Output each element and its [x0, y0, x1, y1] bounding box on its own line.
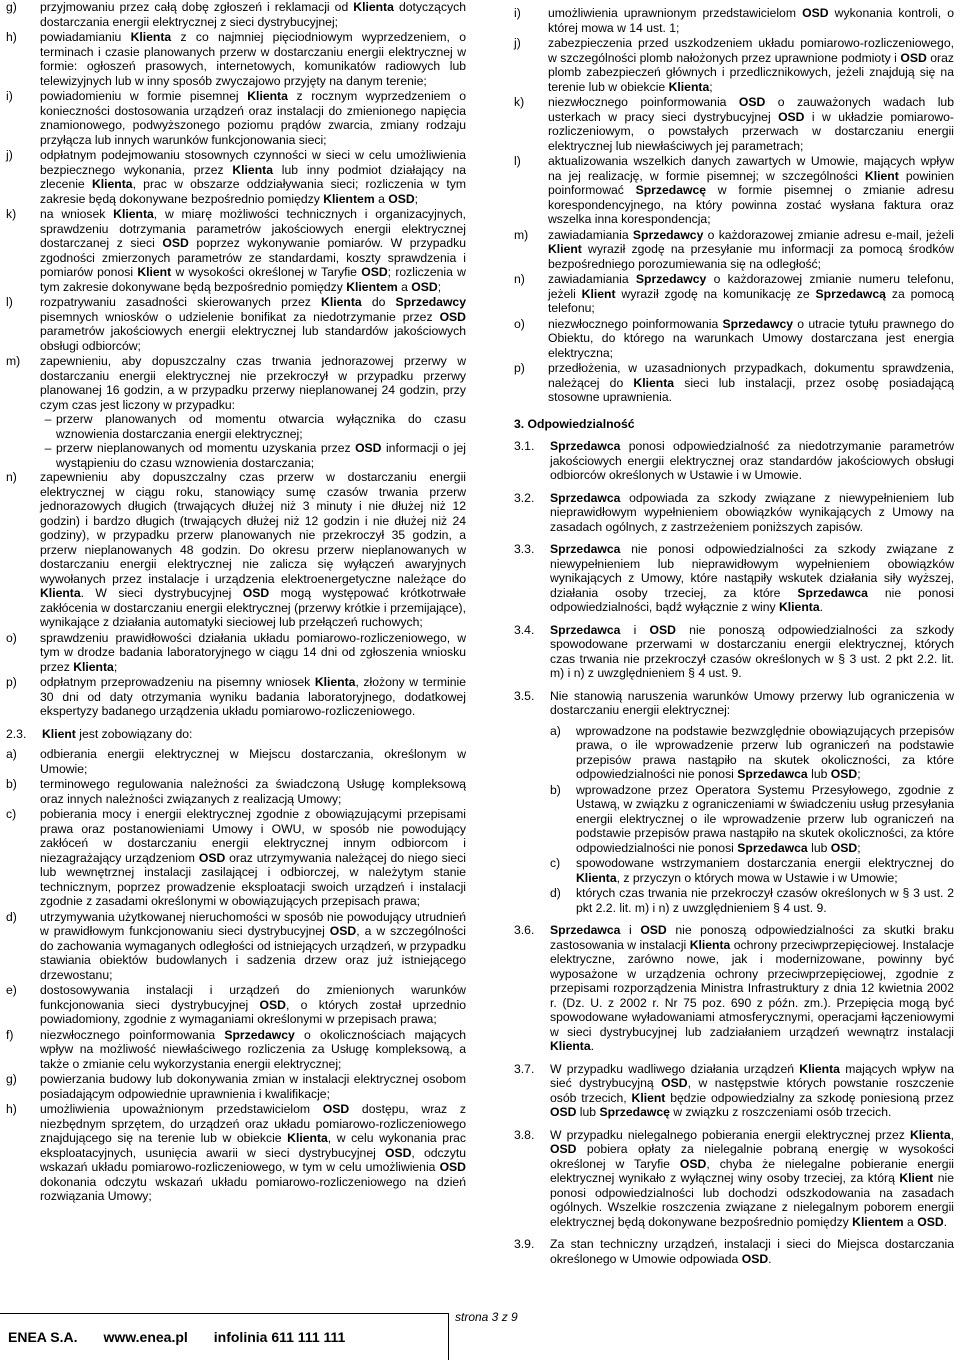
list-item-text: umożliwienia upoważnionym przedstawicielom OSD dostępu, wraz z niezbędnym sprzętem, do urządzeń oraz układu pomiarowo-rozliczeniowego znajdującego się na terenie lub w obiekcie Klienta, w celu wykonania prac eksploatacyjnych, usunięcia awarii w sieci dystrybucyjnej OSD, odczytu wskazań układu pomiarowo-rozliczeniowego, w tym w celu umożliwienia OSD dokonania odczytu wskazań układu pomiarowo-rozliczeniowego na dzień rozwiązania Umowy; — [40, 1102, 467, 1203]
liability-sections-cont — [514, 923, 954, 1266]
list-item-text: przyjmowaniu przez całą dobę zgłoszeń i reklamacji od Klienta dotyczących dostarczania energii elektrycznej z sieci dystrybucyjnej; — [40, 0, 466, 29]
list-item-label: p) — [6, 675, 17, 689]
list-item-text: aktualizowania wszelkich danych zawartych w Umowie, mających wpływ na jej realizację, w formie pisemnej; w szczególności Klient powinien poinformować Sprzedawcę w formie pisemnej o zmianie adresu korespondencyjnego, na który powinna zostać wysłana faktura oraz wszelka inna korespondencja; — [548, 154, 954, 226]
section-paragraph-text: Sprzedawca odpowiada za szkody związane z niewypełnieniem lub nieprawidłowym wypełnieniem obowiązków wynikających z Umowy na zasadach ogólnych, z zastrzeżeniem poniższych zapisów. — [550, 490, 954, 534]
dash-item — [6, 412, 466, 441]
list-item — [514, 6, 954, 35]
list-item-label: p) — [514, 361, 525, 375]
client-obligations-list-cont — [514, 6, 954, 405]
list-item-label: k) — [514, 95, 525, 109]
list-item — [6, 1072, 466, 1101]
list-item-text: niezwłocznego poinformowania OSD o zauważonych wadach lub usterkach w pracy sieci dystrybucyjnej OSD i w układzie pomiarowo-rozliczeniowym, o powstałych przerwach w dostarczaniu energii elektrycznej lub niewłaściwych jej parametrach; — [548, 95, 954, 153]
right-column — [514, 0, 954, 1266]
list-item — [6, 1102, 466, 1204]
page-number: strona 3 z 9 — [455, 1310, 518, 1324]
sub-item — [550, 856, 954, 885]
section-paragraph — [514, 923, 954, 1054]
list-item — [6, 470, 466, 630]
section-paragraph-label: 3.8. — [514, 1127, 535, 1142]
list-item — [6, 30, 466, 88]
list-item — [6, 207, 466, 294]
list-item-label: l) — [514, 154, 521, 168]
list-item-label: o) — [514, 316, 525, 331]
list-item-label: d) — [6, 909, 17, 924]
section-paragraph-label: 3.7. — [514, 1061, 535, 1076]
list-item — [514, 317, 954, 361]
list-item — [6, 354, 466, 412]
sub-item — [550, 886, 954, 915]
sub-item — [550, 724, 954, 782]
list-item — [6, 148, 466, 206]
list-item-label: o) — [6, 630, 17, 645]
list-item-label: j) — [514, 36, 521, 50]
dash-bullet: – — [44, 412, 52, 426]
sub-item-text: wprowadzone przez Operatora Systemu Przesyłowego, zgodnie z Ustawą, w związku z ograniczeniami w świadczeniu usług przesyłania energii elektrycznej o ile wprowadzenie przerw lub ograniczeń na podstawie przepisów prawa nastąpiło na skutek okoliczności, za które odpowiedzialności nie ponosi Sprzedawca lub OSD; — [576, 782, 954, 855]
section-text: Klient jest zobowiązany do: — [42, 726, 193, 741]
section-paragraph-text: Sprzedawca i OSD nie ponoszą odpowiedzialności za szkody spowodowane przerwami w dostarczaniu energii elektrycznej, których czas trwania nie przekroczył czasów określonych w § 3 ust. 2 pkt 2.2. lit. m) i n) z uwzględnieniem § 4 ust. 9. — [550, 622, 954, 680]
list-item-text: odpłatnym przeprowadzeniu na pisemny wniosek Klienta, złożony w terminie 30 dni od daty otrzymania wyniku badania laboratoryjnego, dodatkowej ekspertyzy badanego urządzenia układu pomiarowo-rozliczeniowego. — [40, 675, 467, 718]
list-item-label: k) — [6, 207, 17, 221]
hotline: infolinia 611 111 111 — [213, 1329, 346, 1345]
list-item-text: powiadomieniu w formie pisemnej Klienta z rocznym wyprzedzeniem o konieczności dostosowania urządzeń oraz instalacji do zmienionego napięcia znamionowego, podwyższonego poziomu prądów zwarcia, zmiany rodzaju przyłącza lub innych warunków funkcjonowania sieci; — [40, 89, 466, 147]
list-item — [6, 675, 466, 719]
list-item-label: g) — [6, 1072, 17, 1086]
section-paragraph-label: 3.9. — [514, 1237, 535, 1251]
sub-item-label: c) — [550, 856, 561, 870]
list-item — [6, 1028, 466, 1072]
section-paragraph-label: 3.6. — [514, 923, 535, 937]
list-item-text: pobierania mocy i energii elektrycznej zgodnie z obowiązującymi przepisami prawa oraz postanowieniami Umowy i OWU, w sposób nie powodujący zakłóceń w dostarczaniu energii elektrycznej innym odbiorcom i niezagrażający urządzeniom OSD oraz utrzymywania należącej do niego sieci lub wewnętrznej instalacji zasilającej i odbiorczej, w należytym stanie technicznym, poprzez prowadzenie eksploatacji swoich urządzeń i instalacji zgodnie z zasadami określonymi w obowiązujących przepisach prawa; — [40, 807, 467, 908]
list-item — [514, 228, 954, 272]
section-paragraph-label: 3.3. — [514, 542, 535, 556]
list-item-text: zabezpieczenia przed uszkodzeniem układu pomiarowo-rozliczeniowego, w szczególności plomb nałożonych przez uprawnione podmioty i OSD oraz plomb zabezpieczeń głównych i przedlicznikowych, jeżeli znajdują się na terenie lub w obiekcie Klienta; — [548, 36, 954, 94]
sub-item-text: spowodowane wstrzymaniem dostarczania energii elektrycznej do Klienta, z przyczyn o których mowa w Ustawie i w Umowie; — [576, 856, 954, 885]
liability-sections — [514, 439, 954, 718]
obligations-list-osd-cont — [6, 470, 466, 719]
list-item — [6, 747, 466, 776]
list-item-text: zapewnieniu aby dopuszczalny czas przerw w dostarczaniu energii elektrycznej w ciągu roku, stanowiący sumę czasów trwania przerw jednorazowych długich (trwających dłużej niż 3 minuty i nie dłużej niż 12 godzin) i bardzo długich (trwających dłużej niż 12 godzin i nie dłużej niż 24 godziny), w przypadku przerw planowanych nie przekroczył 35 godzin, a przerw nieplanowanych 48 godzin. Do okresu przerw nieplanowanych w dostarczaniu energii elektrycznej nie zalicza się wyłączeń awaryjnych wywołanych przez instalacje i urządzenia elektroenergetyczne należące do Klienta. W sieci dystrybucyjnej OSD mogą występować krótkotrwałe zakłócenia w dostarczaniu energii elektrycznej (przerwy krótkie i przemijające), wynikające z działania automatyki sieciowej lub przełączeń ruchowych; — [40, 470, 466, 629]
list-item-text: zawiadamiania Sprzedawcy o każdorazowej zmianie numeru telefonu, jeżeli Klient wyraził zgodę na komunikację ze Sprzedawcą za pomocą telefonu; — [548, 272, 954, 315]
list-item-label: i) — [6, 89, 13, 103]
list-item — [6, 807, 466, 909]
sub-item-text: wprowadzone na podstawie bezwzględnie obowiązujących przepisów prawa, o ile wprowadzenie przerw lub ograniczeń na podstawie przepisów prawa nastąpiło na skutek okoliczności, za które odpowiedzialności nie ponosi Sprzedawca lub OSD; — [576, 723, 954, 781]
list-item-label: j) — [6, 148, 13, 162]
list-item-text: powierzania budowy lub dokonywania zmian w instalacji elektrycznej osobom posiadającym odpowiednie uprawnienia i kwalifikacje; — [40, 1072, 466, 1101]
list-item-label: h) — [6, 30, 17, 44]
list-item-text: przedłożenia, w uzasadnionych przypadkach, dokumentu sprawdzenia, należącej do Klienta sieci lub instalacji, przez osobę posiadającą stosowne uprawnienia. — [548, 361, 954, 404]
section-paragraph-text: Nie stanowią naruszenia warunków Umowy przerwy lub ograniczenia w dostarczaniu energii elektrycznej: — [550, 688, 954, 717]
list-item — [6, 910, 466, 983]
list-item-label: e) — [6, 983, 17, 997]
list-item — [6, 295, 466, 353]
section-paragraph-label: 3.2. — [514, 490, 535, 505]
section-paragraph-text: Za stan techniczny urządzeń, instalacji i sieci do Miejsca dostarczania określonego w Umowie odpowiada OSD. — [550, 1237, 954, 1266]
section-text-rest: jest zobowiązany do: — [79, 726, 193, 741]
list-item-label: n) — [514, 272, 525, 286]
list-item-text: powiadamianiu Klienta z co najmniej pięciodniowym wyprzedzeniem, o terminach i czasie planowanych przerw w dostarczaniu energii elektrycznej w formie: ogłoszeń prasowych, internetowych, komunikatów radiowych lub telewizyjnych lub w inny sposób zwyczajowo przyjęty na danym terenie; — [40, 30, 466, 88]
section-paragraph-label: 3.4. — [514, 622, 535, 637]
list-item-label: g) — [6, 0, 17, 14]
list-item-text: niezwłocznego poinformowania Sprzedawcy o okolicznościach mających wpływ na możliwość niewłaściwego rozliczenia za Usługę kompleksową, a także o zmianie celu wykorzystania energii elektrycznej; — [40, 1027, 466, 1071]
dash-item — [6, 441, 466, 470]
sub-item — [550, 783, 954, 856]
section-2-3 — [6, 727, 466, 742]
list-item-text: sprawdzeniu prawidłowości działania układu pomiarowo-rozliczeniowego, w tym w drodze badania laboratoryjnego w ciągu 14 dni od zgłoszenia wniosku przez Klienta; — [40, 630, 466, 674]
client-obligations-list — [6, 747, 466, 1204]
list-item-text: zawiadamiania Sprzedawcy o każdorazowej zmianie adresu e-mail, jeżeli Klient wyraził zgodę na przesyłanie mu informacji za pomocą środków bezpośredniego porozumiewania się na odległość; — [548, 227, 954, 271]
list-item-label: h) — [6, 1102, 17, 1116]
list-item-label: l) — [6, 295, 13, 309]
list-item-label: n) — [6, 470, 17, 484]
list-item — [514, 36, 954, 94]
dash-text: przerw planowanych od momentu otwarcia wyłącznika do czasu wznowienia dostarczania energii elektrycznej; — [56, 412, 466, 441]
list-item — [6, 0, 466, 29]
list-item — [514, 361, 954, 405]
list-item-text: odpłatnym podejmowaniu stosownych czynności w sieci w celu umożliwienia bezpiecznego wykonania, przez Klienta lub inny podmiot działający na zlecenie Klienta, prac w obszarze oddziaływania sieci; rozliczenia w tym zakresie będą dokonywane bezpośrednio pomiędzy Klientem a OSD; — [40, 148, 466, 206]
company-name: ENEA S.A. — [8, 1329, 78, 1345]
list-item-text: zapewnieniu, aby dopuszczalny czas trwania jednorazowej przerwy w dostarczaniu energii elektrycznej nie przekroczył w przypadku przerwy planowanej 16 godzin, a w przypadku przerwy nieplanowanej 24 godzin, przy czym czas jest liczony w przypadku: — [40, 354, 466, 412]
list-item — [6, 89, 466, 147]
sub-item-text: których czas trwania nie przekroczył czasów określonych w § 3 ust. 2 pkt 2.2. lit. m) i n) z uwzględnieniem § 4 ust. 9. — [576, 886, 954, 915]
list-item — [514, 272, 954, 316]
list-item-text: odbierania energii elektrycznej w Miejscu dostarczania, określonym w Umowie; — [40, 747, 466, 776]
section-paragraph-text: Sprzedawca nie ponosi odpowiedzialności za szkody związane z niewypełnieniem lub nieprawidłowym wypełnieniem obowiązków wynikających z Umowy, które nastąpiły wskutek działania siły wyższej, działania osoby trzeciej, za które Sprzedawca nie ponosi odpowiedzialności, bądź wyłącznie z winy Klienta. — [550, 542, 954, 614]
dash-text: przerw nieplanowanych od momentu uzyskania przez OSD informacji o jej wystąpieniu do czasu wznowienia dostarczania; — [56, 441, 466, 470]
list-item — [514, 95, 954, 153]
list-item-label: m) — [6, 354, 21, 368]
list-item-text: terminowego regulowania należności za świadczoną Usługę kompleksową oraz innych należności związanych z realizacją Umowy; — [40, 777, 466, 806]
section-paragraph-text: Sprzedawca ponosi odpowiedzialność za niedotrzymanie parametrów jakościowych energii elektrycznej oraz standardów jakościowych obsługi odbiorców określonych w Ustawie i w Umowie. — [550, 439, 954, 482]
left-column — [6, 0, 466, 1204]
website-link[interactable]: www.enea.pl — [103, 1329, 188, 1345]
section-paragraph-text: Sprzedawca i OSD nie ponoszą odpowiedzialności za skutki braku zastosowania w instalacji Klienta ochrony przeciwprzepięciowej. Instalacje elektryczne, zarówno nowe, jak i modernizowane, powinny być wyposażone w urządzenia ochrony przeciwprzepięciowej, zgodnie z przepisami rozporządzenia Ministra Infrastruktury z dnia 12 kwietnia 2002 r. (Dz. U. z 2002 r. Nr 75 poz. 690 z późn. zm.). Przepięcia mogą być spowodowane wyładowaniami atmosferycznymi, operacjami łączeniowymi w sieci dystrybucyjnej lub zadziałaniem urządzeń wewnątrz instalacji Klienta. — [550, 923, 955, 1053]
list-item-label: m) — [514, 227, 529, 242]
dash-list — [6, 412, 466, 470]
section-paragraph — [514, 1128, 954, 1230]
list-item — [6, 631, 466, 675]
list-item-text: umożliwienia uprawnionym przedstawicielom OSD wykonania kontroli, o której mowa w 14 ust. 1; — [548, 6, 954, 35]
list-item-text: na wniosek Klienta, w miarę możliwości technicznych i organizacyjnych, sprawdzeniu dotrzymania parametrów jakościowych energii elektrycznej dostarczanej z sieci OSD poprzez wykonywanie pomiarów. W przypadku zgodności zmierzonych parametrów ze standardami, koszty sprawdzenia i pomiarów ponosi Klient w wysokości określonej w Taryfie OSD; rozliczenia w tym zakresie dokonywane będą bezpośrednio pomiędzy Klientem a OSD; — [40, 207, 466, 294]
list-item — [514, 154, 954, 227]
sub-item-label: b) — [550, 782, 561, 797]
section-heading: 3. Odpowiedzialność — [514, 416, 635, 431]
section-number: 2.3. — [6, 726, 27, 741]
section-paragraph-label: 3.5. — [514, 688, 535, 703]
list-item — [6, 983, 466, 1027]
list-item — [6, 777, 466, 806]
section-paragraph — [514, 689, 954, 718]
section-paragraph — [514, 1062, 954, 1120]
section-paragraph — [514, 491, 954, 535]
list-item-label: f) — [6, 1027, 14, 1042]
sub-item-label: a) — [550, 723, 561, 738]
dash-bullet: – — [44, 441, 52, 455]
list-item-text: rozpatrywaniu zasadności skierowanych przez Klienta do Sprzedawcy pisemnych wniosków o udzielenie bonifikat za niedotrzymanie przez OSD parametrów jakościowych energii elektrycznej lub standardów jakościowych obsługi odbiorców; — [40, 295, 466, 353]
list-item-text: utrzymywania użytkowanej nieruchomości w sposób nie powodujący utrudnień w prawidłowym funkcjonowaniu sieci dystrybucyjnej OSD, a w szczególności do zachowania wymaganych odległości od istniejących urządzeń, w przypadku stawiania obiektów budowlanych i sadzenia drzew oraz już istniejącego drzewostanu; — [40, 909, 466, 982]
section-paragraph — [514, 623, 954, 681]
sub-item-label: d) — [550, 886, 561, 900]
obligations-list-osd — [6, 0, 466, 412]
section-paragraph-text: W przypadku nielegalnego pobierania energii elektrycznej przez Klienta, OSD pobiera opłaty za nielegalnie pobraną energię w wysokości określonej w Taryfie OSD, chyba że nielegalne pobieranie energii elektrycznej wynikało z wyłącznej winy osoby trzeciej, za którą Klient nie ponosi odpowiedzialności lub dochodzi odszkodowania na zasadach ogólnych. Wszelkie roszczenia związane z nielegalnym poborem energii elektrycznej będą dokonywane bezpośrednio pomiędzy Klientem a OSD. — [550, 1127, 955, 1229]
section-paragraph-text: W przypadku wadliwego działania urządzeń Klienta mających wpływ na sieć dystrybucyjną OSD, w następstwie których powstanie roszczenie osób trzecich, Klient będzie odpowiedzialny za szkodę poniesioną przez OSD lub Sprzedawcę w związku z roszczeniami osób trzecich. — [550, 1061, 954, 1119]
list-item-text: dostosowywania instalacji i urządzeń do zmienionych warunków funkcjonowania sieci dystrybucyjnej OSD, o których został uprzednio powiadomiony, zgodnie z wymaganiami określonymi w przepisach prawa; — [40, 983, 467, 1026]
section-paragraph — [514, 1237, 954, 1266]
section-paragraph-label: 3.1. — [514, 439, 535, 453]
list-item-label: i) — [514, 6, 521, 20]
section-paragraph — [514, 542, 954, 615]
footer-bar — [0, 1313, 449, 1360]
section-3-5-items — [514, 724, 954, 916]
list-item-label: c) — [6, 807, 17, 821]
list-item-label: a) — [6, 747, 17, 761]
list-item-label: b) — [6, 777, 17, 791]
section-paragraph — [514, 439, 954, 483]
list-item-text: niezwłocznego poinformowania Sprzedawcy o utracie tytułu prawnego do Obiektu, do którego na warunkach Umowy dostarczana jest energia elektryczna; — [548, 316, 954, 360]
